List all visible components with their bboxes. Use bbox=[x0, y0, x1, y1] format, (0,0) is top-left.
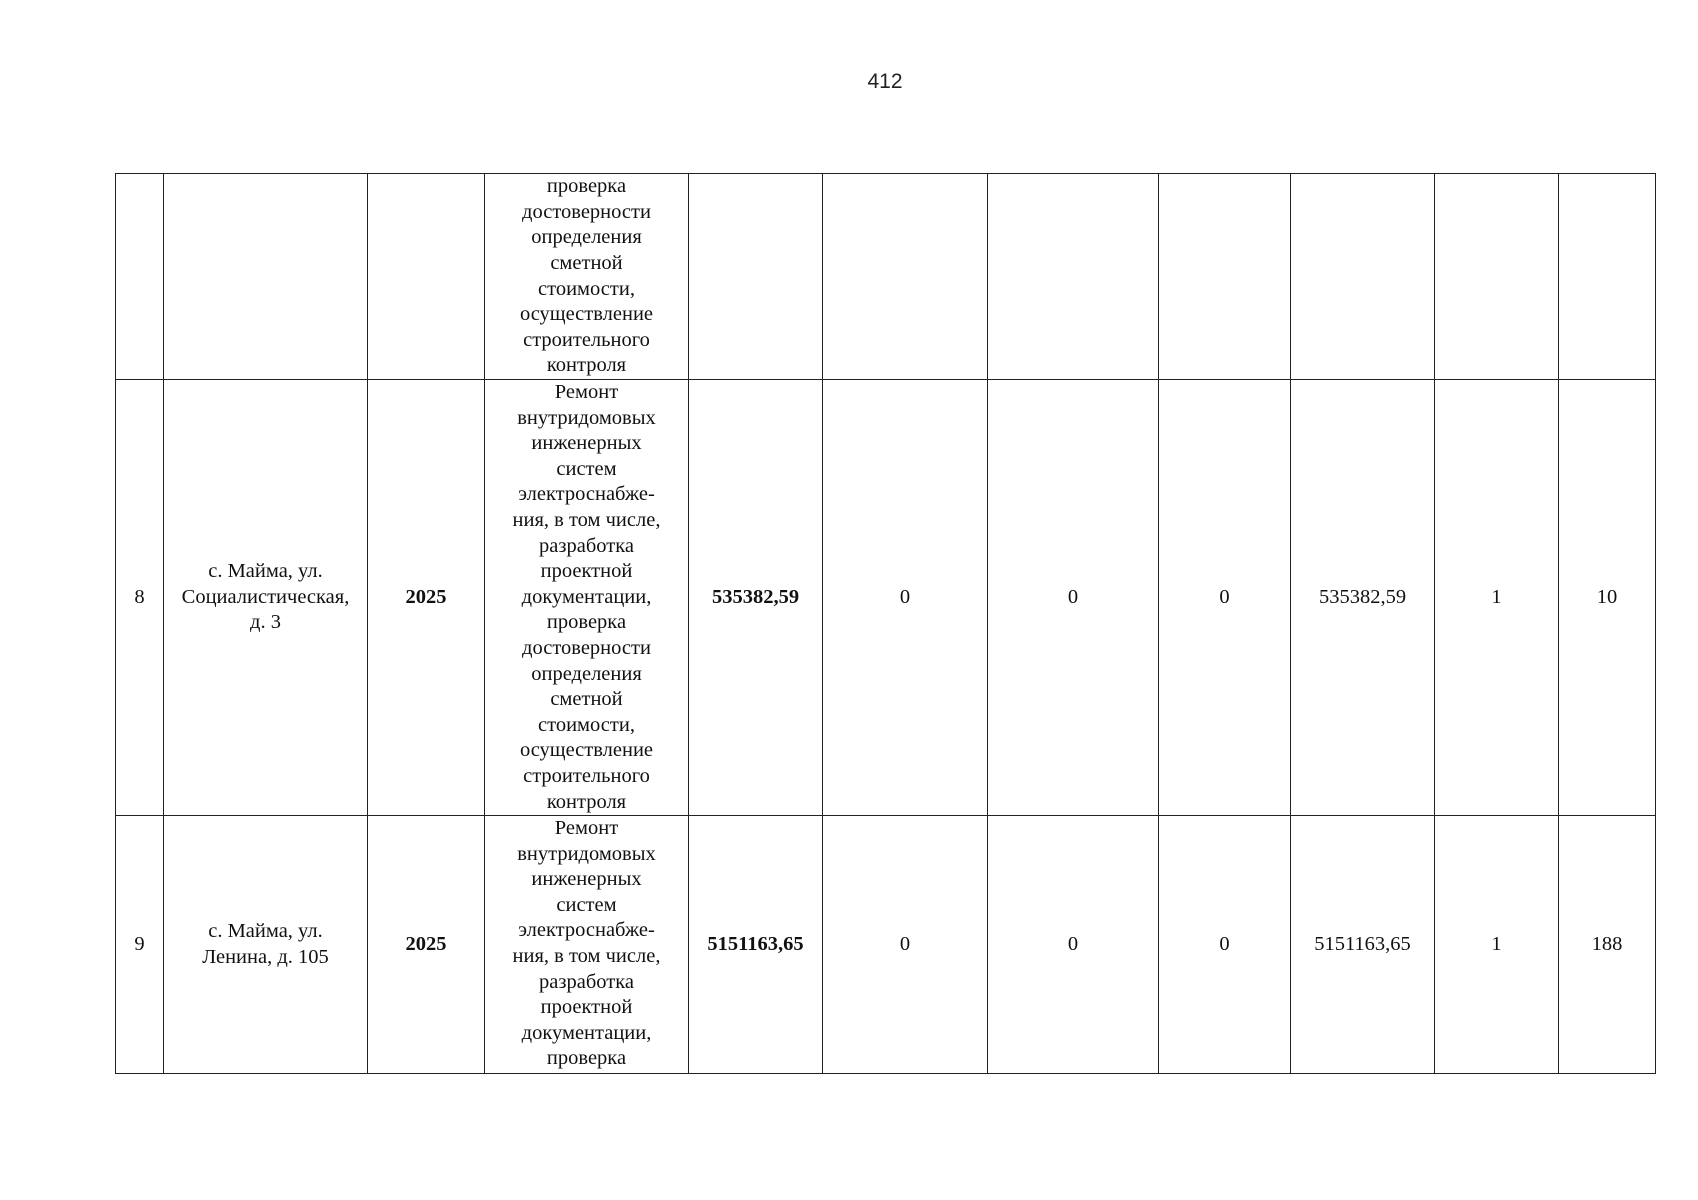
description-line: достоверности bbox=[522, 636, 651, 659]
row-number: 8 bbox=[116, 380, 164, 816]
value-cell: 0 bbox=[1159, 380, 1291, 816]
value-cell: 1 bbox=[1435, 380, 1559, 816]
description-line: проверка bbox=[546, 1047, 627, 1070]
description-line: ния, в том числе, bbox=[512, 945, 661, 968]
description-line: определения bbox=[531, 662, 642, 685]
table-row bbox=[116, 174, 1656, 380]
description-line: инженерных bbox=[531, 868, 642, 891]
description-line: определения bbox=[531, 226, 642, 249]
page-number: 412 bbox=[867, 70, 903, 93]
total-cost-cell bbox=[689, 174, 823, 380]
value-cell bbox=[1559, 174, 1656, 380]
value-cell: 0 bbox=[823, 816, 988, 1074]
value-cell: 1 bbox=[1435, 816, 1559, 1074]
description-line: проверка bbox=[546, 611, 627, 634]
description-line: сметной bbox=[550, 251, 623, 274]
value-cell: 10 bbox=[1559, 380, 1656, 816]
value-cell bbox=[1435, 174, 1559, 380]
year-cell: 2025 bbox=[368, 816, 485, 1074]
value-cell: 188 bbox=[1559, 816, 1656, 1074]
description-line: проектной bbox=[540, 560, 633, 583]
description-line: электроснабже- bbox=[518, 483, 655, 506]
description-line: разработка bbox=[539, 970, 634, 993]
value-cell: 0 bbox=[988, 380, 1159, 816]
description-line: контроля bbox=[546, 354, 627, 377]
description-line: проектной bbox=[540, 996, 633, 1019]
value-cell: 0 bbox=[823, 380, 988, 816]
description-line: инженерных bbox=[531, 432, 642, 455]
description-line: проверка bbox=[546, 175, 627, 198]
table-row bbox=[116, 816, 1656, 1074]
description-line: документации, bbox=[521, 585, 652, 608]
description-line: достоверности bbox=[522, 200, 651, 223]
works-table bbox=[115, 173, 1656, 1074]
year-cell: 2025 bbox=[368, 380, 485, 816]
description-line: электроснабже- bbox=[518, 919, 655, 942]
value-cell: 535382,59 bbox=[1291, 380, 1435, 816]
description-cell bbox=[485, 816, 689, 1074]
description-line: систем bbox=[556, 457, 617, 480]
description-line: строительного bbox=[523, 764, 650, 787]
value-cell bbox=[988, 174, 1159, 380]
description-line: разработка bbox=[539, 534, 634, 557]
total-cost-cell: 535382,59 bbox=[689, 380, 823, 816]
description-line: стоимости, bbox=[538, 713, 635, 736]
description-line: ния, в том числе, bbox=[512, 508, 661, 531]
description-cell bbox=[485, 380, 689, 816]
description-line: стоимости, bbox=[538, 277, 635, 300]
description-cell bbox=[485, 174, 689, 380]
table-row bbox=[116, 380, 1656, 816]
description-line: систем bbox=[556, 893, 617, 916]
value-cell: 0 bbox=[1159, 816, 1291, 1074]
description-line: внутридомовых bbox=[517, 842, 656, 865]
description-line: строительного bbox=[523, 328, 650, 351]
total-cost-cell: 5151163,65 bbox=[689, 816, 823, 1074]
address-cell bbox=[164, 174, 368, 380]
value-cell: 0 bbox=[988, 816, 1159, 1074]
value-cell bbox=[1291, 174, 1435, 380]
year-cell bbox=[368, 174, 485, 380]
description-line: сметной bbox=[550, 688, 623, 711]
row-number bbox=[116, 174, 164, 380]
address-cell: с. Майма, ул. Социалистическая, д. 3 bbox=[164, 380, 368, 816]
value-cell bbox=[1159, 174, 1291, 380]
address-cell: с. Майма, ул. Ленина, д. 105 bbox=[164, 816, 368, 1074]
value-cell: 5151163,65 bbox=[1291, 816, 1435, 1074]
value-cell bbox=[823, 174, 988, 380]
description-line: внутридомовых bbox=[517, 406, 656, 429]
description-line: Ремонт bbox=[554, 381, 619, 403]
description-line: Ремонт bbox=[554, 817, 619, 840]
description-line: осуществление bbox=[519, 739, 654, 762]
description-line: контроля bbox=[546, 790, 627, 813]
description-line: документации, bbox=[521, 1021, 652, 1044]
row-number: 9 bbox=[116, 816, 164, 1074]
description-line: осуществление bbox=[519, 303, 654, 326]
